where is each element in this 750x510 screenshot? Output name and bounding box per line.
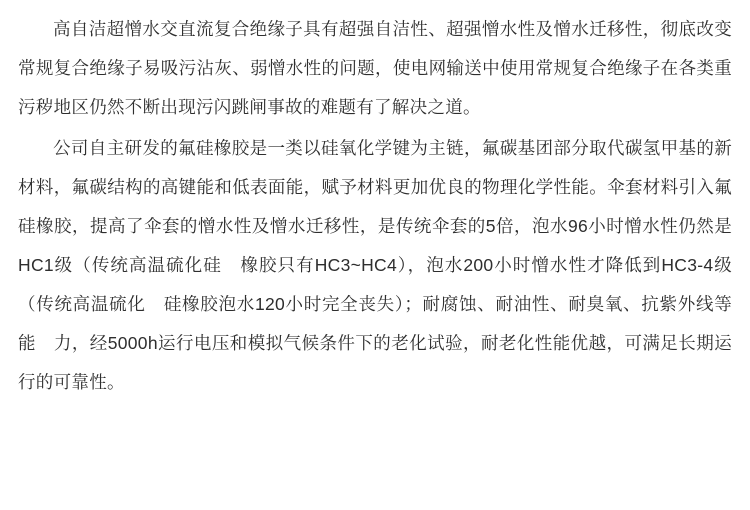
- paragraph-1: 高自洁超憎水交直流复合绝缘子具有超强自洁性、超强憎水性及憎水迁移性，彻底改变常规复合绝缘子易吸污沾灰、弱憎水性的问题，使电网输送中使用常规复合绝缘子在各类重污秽地区仍然不断出现污闪跳闸事故的难题有了解决之道。: [18, 19, 732, 117]
- paragraph-2: 公司自主研发的氟硅橡胶是一类以硅氧化学键为主链，氟碳基团部分取代碳氢甲基的新材料，氟碳结构的高键能和低表面能，赋予材料更加优良的物理化学性能。伞套材料引入氟硅橡胶，提高了伞套的憎水性及憎水迁移性，是传统伞套的5倍，泡水96小时憎水性仍然是HC1级（传统高温硫化硅 橡胶只有HC3~HC4），泡水200小时憎水性才降低到HC3-4级（传统高温硫化 硅橡胶泡水120小时完全丧失）；耐腐蚀、耐油性、耐臭氧、抗紫外线等能 力，经5000h运行电压和模拟气候条件下的老化试验，耐老化性能优越，可满足长期运行的可靠性。: [18, 138, 732, 392]
